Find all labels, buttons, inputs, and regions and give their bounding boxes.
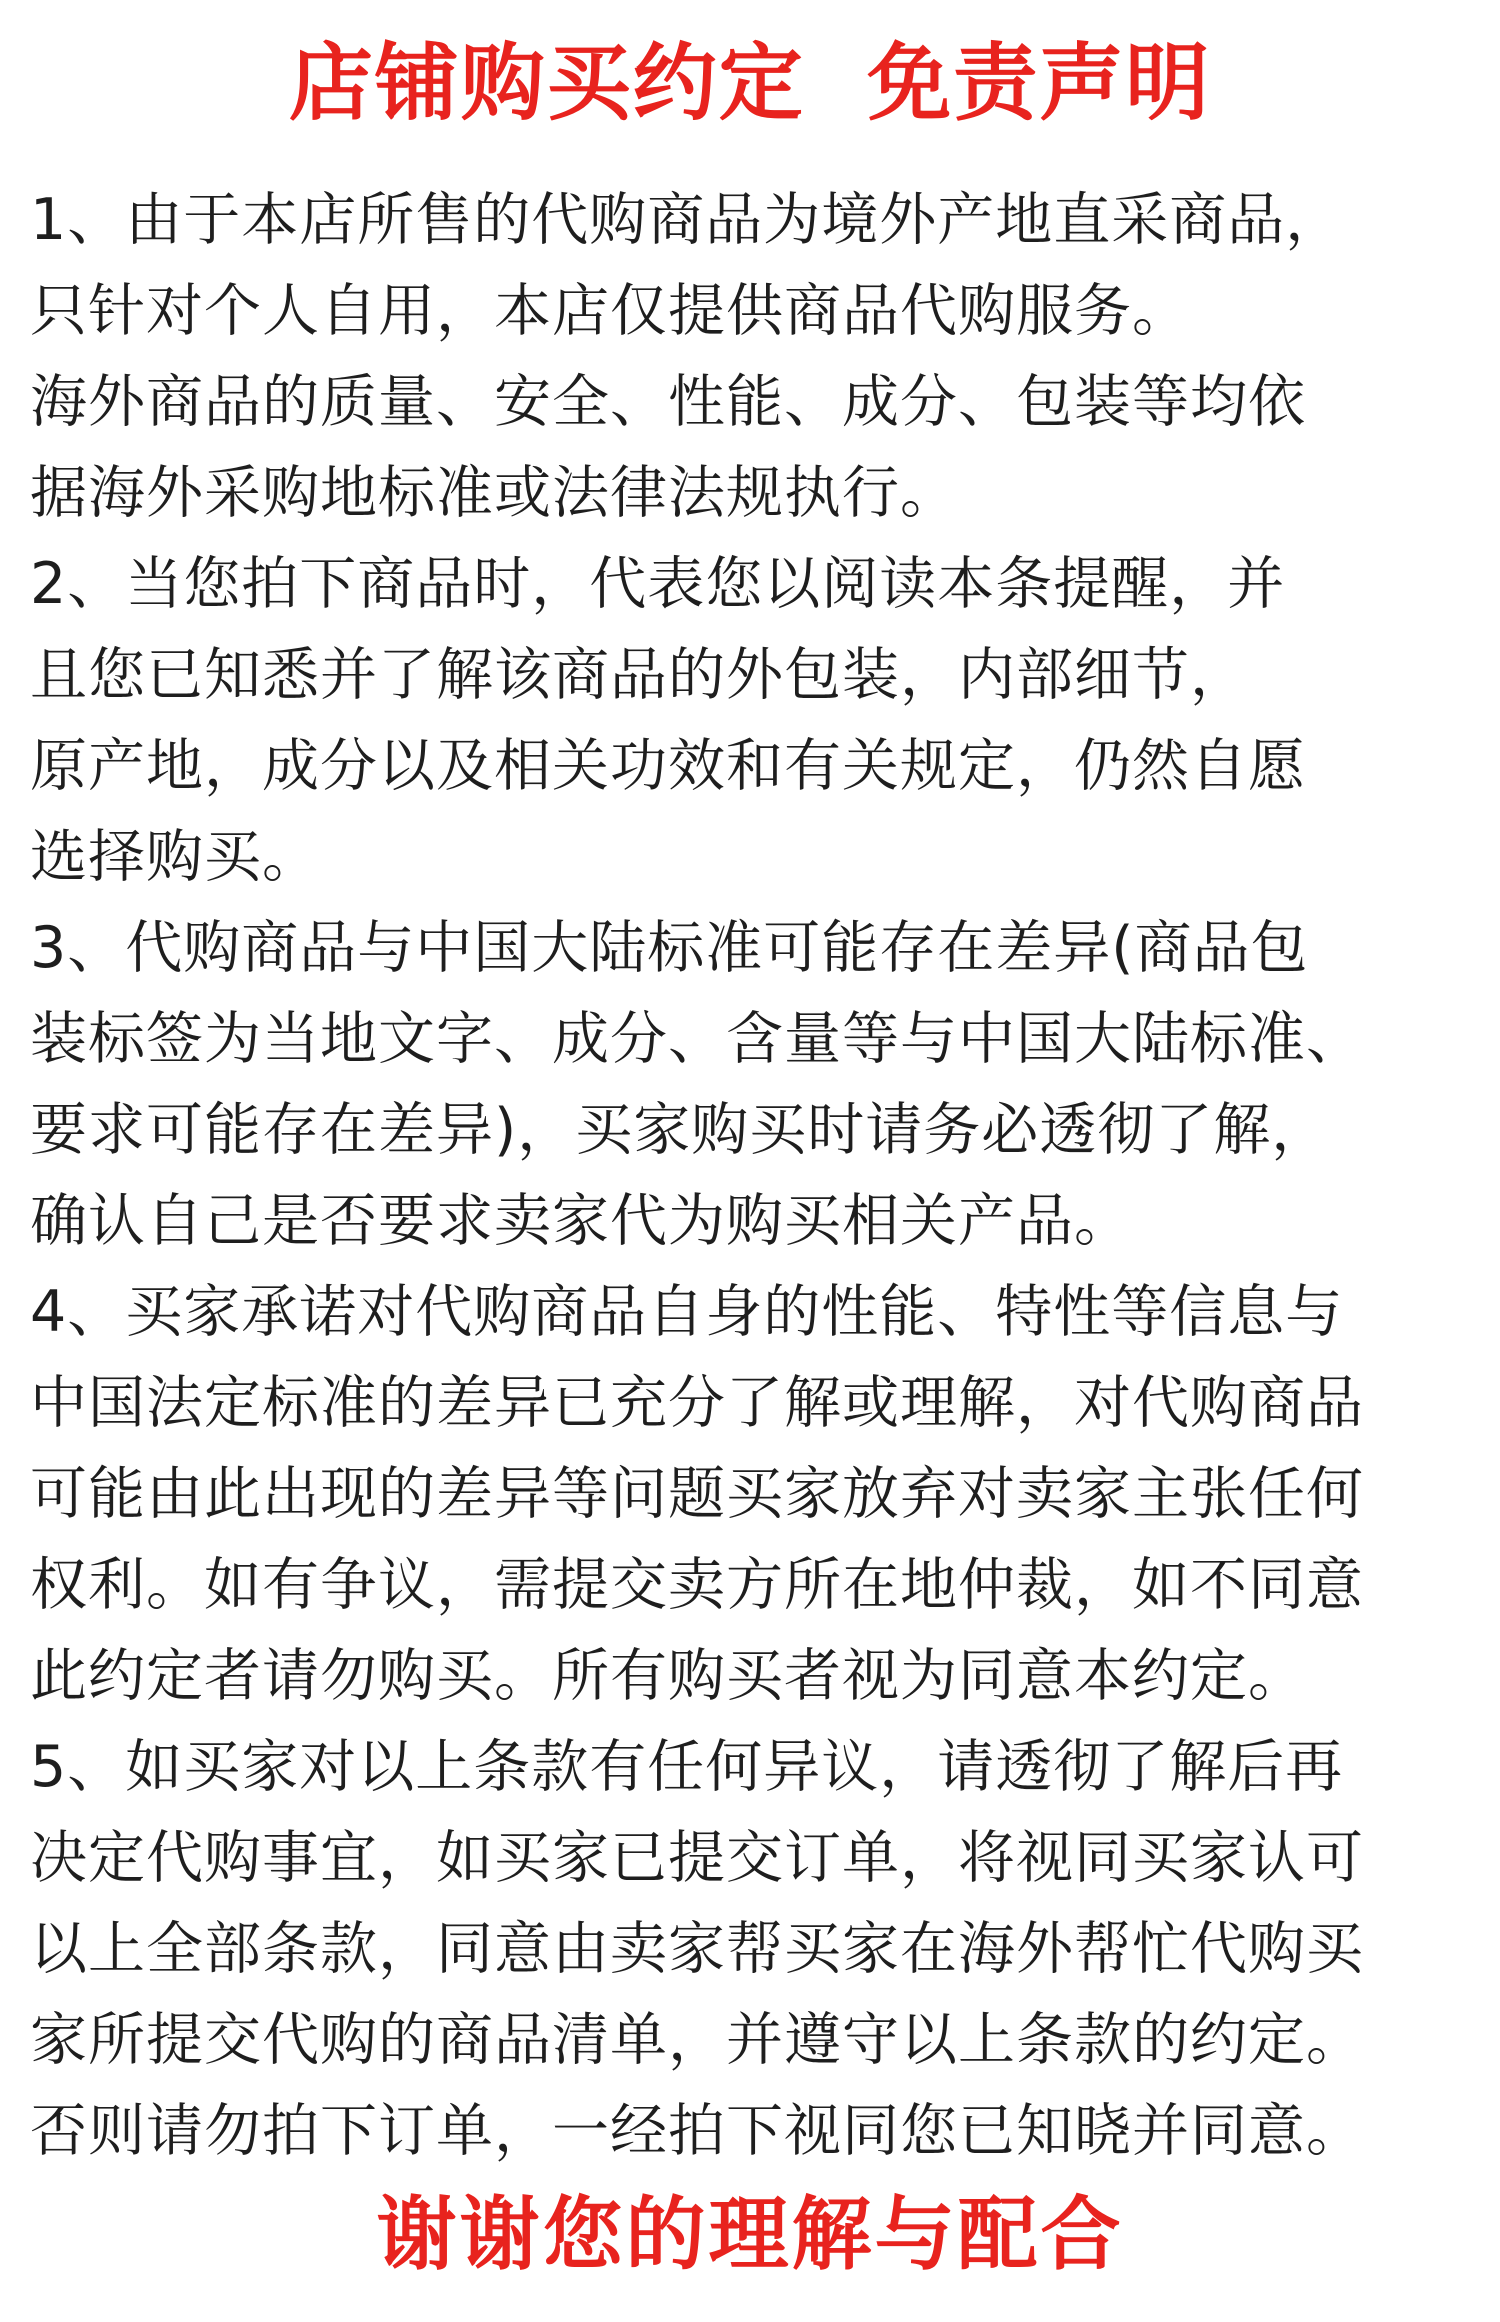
- disclaimer-line: 家所提交代购的商品清单，并遵守以上条款的约定。: [30, 2007, 1364, 2073]
- disclaimer-line: 只针对个人自用，本店仅提供商品代购服务。: [30, 278, 1190, 344]
- disclaimer-line: 5、如买家对以上条款有任何异议，请透彻了解后再: [30, 1734, 1344, 1800]
- disclaimer-line: 4、买家承诺对代购商品自身的性能、特性等信息与: [30, 1279, 1344, 1345]
- disclaimer-line: 2、当您拍下商品时，代表您以阅读本条提醒，并: [30, 551, 1286, 617]
- disclaimer-line: 决定代购事宜，如买家已提交订单，将视同买家认可: [30, 1825, 1364, 1891]
- disclaimer-line: 原产地，成分以及相关功效和有关规定，仍然自愿: [30, 733, 1306, 799]
- disclaimer-line: 确认自己是否要求卖家代为购买相关产品。: [30, 1188, 1132, 1254]
- disclaimer-line: 此约定者请勿购买。所有购买者视为同意本约定。: [30, 1643, 1306, 1709]
- disclaimer-line: 以上全部条款，同意由卖家帮买家在海外帮忙代购买: [30, 1916, 1364, 1982]
- disclaimer-line: 3、代购商品与中国大陆标准可能存在差异(商品包: [30, 915, 1309, 981]
- disclaimer-line: 否则请勿拍下订单，一经拍下视同您已知晓并同意。: [30, 2098, 1364, 2164]
- disclaimer-line: 权利。如有争议，需提交卖方所在地仲裁，如不同意: [30, 1552, 1364, 1618]
- disclaimer-line: 且您已知悉并了解该商品的外包装，内部细节，: [30, 642, 1248, 708]
- disclaimer-line: 1、由于本店所售的代购商品为境外产地直采商品，: [30, 187, 1344, 253]
- disclaimer-line: 中国法定标准的差异已充分了解或理解，对代购商品: [30, 1370, 1364, 1436]
- disclaimer-body: [30, 175, 1480, 2177]
- page-title: 店铺购买约定 免责声明: [288, 34, 1212, 132]
- disclaimer-line: 海外商品的质量、安全、性能、成分、包装等均依: [30, 369, 1306, 435]
- disclaimer-line: 装标签为当地文字、成分、含量等与中国大陆标准、: [30, 1006, 1364, 1072]
- disclaimer-line: 据海外采购地标准或法律法规执行。: [30, 460, 958, 526]
- disclaimer-line: 可能由此出现的差异等问题买家放弃对卖家主张任何: [30, 1461, 1364, 1527]
- disclaimer-line: 选择购买。: [30, 824, 320, 890]
- disclaimer-line: 要求可能存在差异)，买家购买时请务必透彻了解，: [30, 1097, 1330, 1163]
- thank-you-footer: 谢谢您的理解与配合: [376, 2188, 1124, 2281]
